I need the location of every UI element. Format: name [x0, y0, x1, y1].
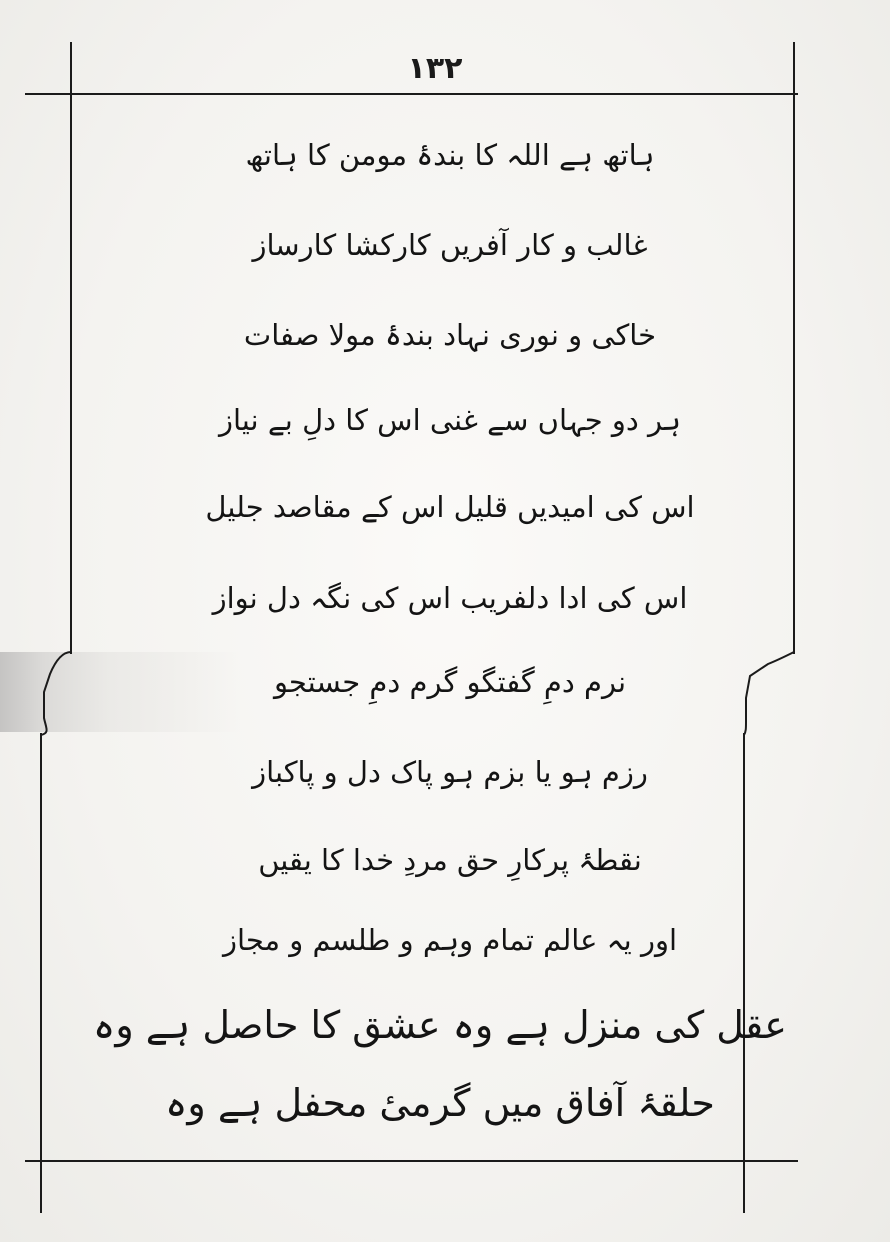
- left-notch: [41, 652, 71, 735]
- closing-verse-line-2: حلقۂ آفاق میں گرمیٔ محفل ہے وہ: [165, 1081, 715, 1125]
- closing-verse-line-1: عقل کی منزل ہے وہ عشق کا حاصل ہے وہ: [93, 1003, 787, 1047]
- verse-line-5: اس کی امیدیں قلیل اس کے مقاصد جلیل: [205, 490, 695, 524]
- verse-line-6: اس کی ادا دلفریب اس کی نگہ دل نواز: [212, 581, 688, 615]
- verse-line-2: غالب و کار آفریں کارکشا کارساز: [252, 228, 648, 262]
- right-notch: [744, 652, 794, 735]
- verse-line-4: ہر دو جہاں سے غنی اس کا دلِ بے نیاز: [218, 403, 682, 437]
- verse-line-9: نقطۂ پرکارِ حق مردِ خدا کا یقیں: [258, 843, 642, 877]
- page-number: ۱۳۲: [407, 51, 463, 86]
- verse-line-10: اور یہ عالم تمام وہم و طلسم و مجاز: [222, 923, 678, 957]
- verse-line-8: رزم ہو یا بزم ہو پاک دل و پاکباز: [252, 755, 648, 789]
- verse-line-7: نرم دمِ گفتگو گرم دمِ جستجو: [273, 665, 627, 699]
- verse-line-3: خاکی و نوری نہاد بندۂ مولا صفات: [243, 318, 657, 352]
- verse-line-1: ہاتھ ہے اللہ کا بندۂ مومن کا ہاتھ: [245, 138, 655, 172]
